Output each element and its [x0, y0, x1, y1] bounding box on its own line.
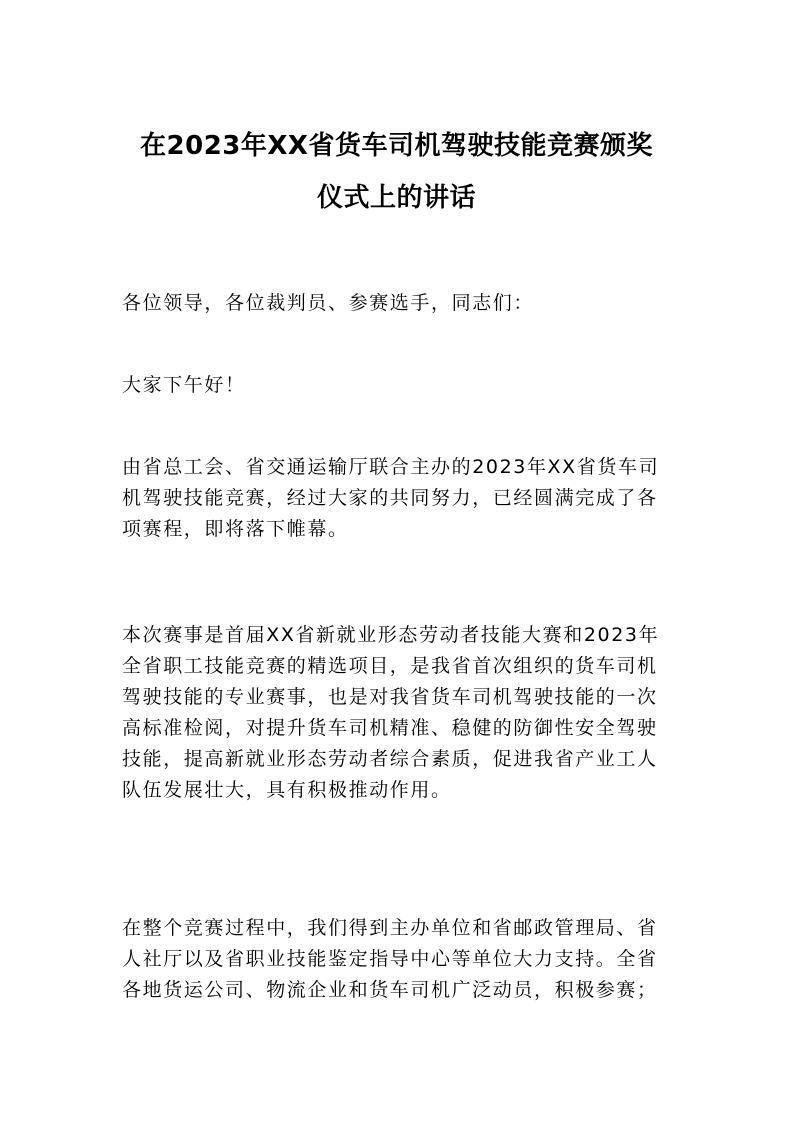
greeting: 大家下午好！ [122, 374, 246, 396]
paragraph-line: 由省总工会、省交通运输厅联合主办的2023年XX省货车司 [122, 456, 660, 478]
paragraph-line: 项赛程，即将落下帷幕。 [122, 518, 349, 540]
paragraph-line: 本次赛事是首届XX省新就业形态劳动者技能大赛和2023年 [122, 624, 660, 646]
paragraph-1 [122, 452, 674, 545]
title-line-1: 在2023年XX省货车司机驾驶技能竞赛颁奖 [140, 131, 653, 161]
paragraph-line: 队伍发展壮大，具有积极推动作用。 [122, 779, 452, 801]
paragraph-line: 人社厅以及省职业技能鉴定指导中心等单位大力支持。全省 [122, 948, 658, 970]
salutation: 各位领导，各位裁判员、参赛选手，同志们： [122, 292, 535, 314]
document-title [110, 120, 683, 224]
paragraph-line: 机驾驶技能竞赛，经过大家的共同努力，已经圆满完成了各 [122, 487, 658, 509]
paragraph-line: 在整个竞赛过程中，我们得到主办单位和省邮政管理局、省 [122, 917, 658, 939]
paragraph-line: 技能，提高新就业形态劳动者综合素质，促进我省产业工人 [122, 748, 658, 770]
paragraph-3 [122, 913, 674, 1006]
paragraph-2 [122, 620, 674, 806]
paragraph-line: 驾驶技能的专业赛事，也是对我省货车司机驾驶技能的一次 [122, 686, 658, 708]
paragraph-line: 高标准检阅，对提升货车司机精准、稳健的防御性安全驾驶 [122, 717, 658, 739]
paragraph-line: 各地货运公司、物流企业和货车司机广泛动员，积极参赛； [122, 979, 658, 1001]
paragraph-line: 全省职工技能竞赛的精选项目，是我省首次组织的货车司机 [122, 655, 658, 677]
title-line-2: 仪式上的讲话 [316, 183, 476, 213]
